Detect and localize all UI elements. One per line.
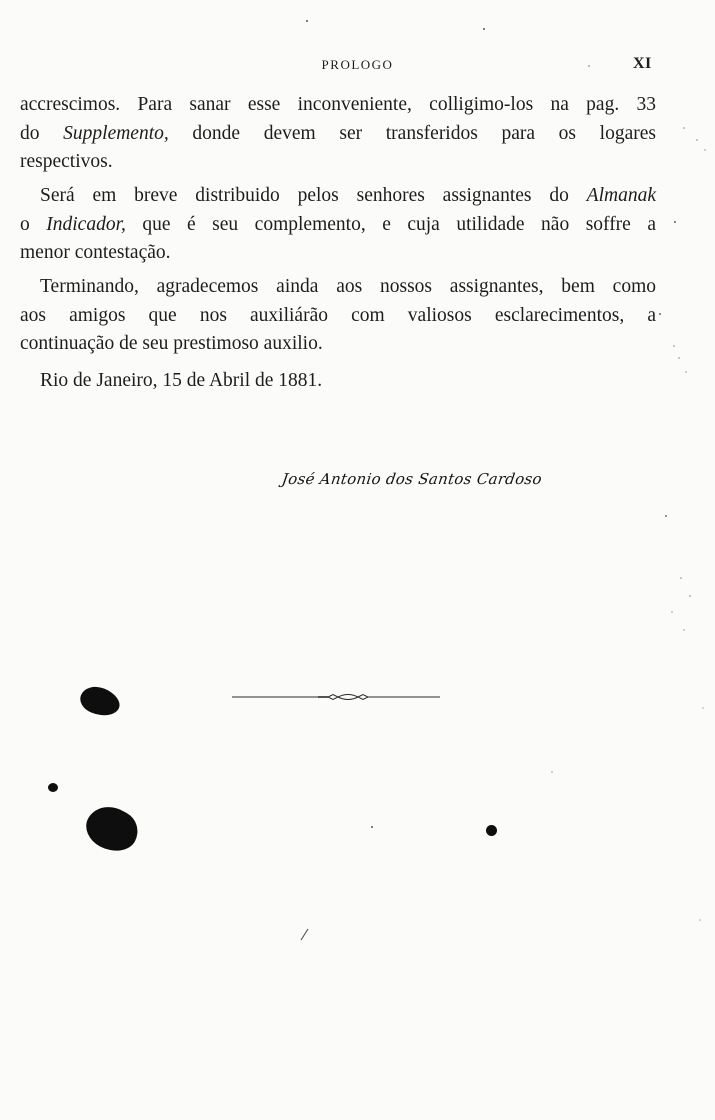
running-header-title: PROLOGO — [321, 57, 394, 72]
text-span: Será em breve distribuido pelos senhores assignantes do — [40, 185, 587, 206]
ornamental-rule — [232, 690, 440, 704]
ink-blot — [486, 825, 497, 836]
ink-blot — [76, 681, 123, 721]
paragraph-1-line-2 — [20, 124, 656, 144]
paragraph-2-line-1 — [40, 186, 656, 206]
text-span: o — [20, 214, 47, 235]
ink-blot — [79, 798, 145, 859]
paragraph-1-line-3: respectivos. — [20, 151, 113, 172]
page-number: XI — [633, 55, 652, 72]
paragraph-2-line-2 — [20, 215, 656, 235]
italic-title-supplemento: Supplemento, — [63, 123, 169, 144]
paragraph-3-line-2: aos amigos que nos auxiliárão com valiosos esclarecimentos, a — [20, 305, 656, 326]
handwritten-signature: José Antonio dos Santos Cardoso — [280, 470, 544, 488]
ink-blot — [48, 783, 58, 792]
italic-title-indicador: Indicador, — [46, 214, 126, 235]
paragraph-1-line-1: accrescimos. Para sanar esse inconveniente, colligimo-los na pag. 33 — [20, 94, 656, 115]
text-span: que é seu complemento, e cuja utilidade não soffre a — [125, 214, 656, 235]
italic-title-almanak: Almanak — [586, 185, 656, 206]
paragraph-2-line-3: menor contestação. — [20, 242, 171, 263]
text-span: donde devem ser transferidos para os logares — [168, 123, 656, 144]
text-span: do — [20, 123, 64, 144]
paragraph-3-line-3: continuação de seu prestimoso auxilio. — [20, 333, 323, 354]
paragraph-3-line-1: Terminando, agradecemos ainda aos nossos assignantes, bem como — [40, 276, 656, 297]
dateline: Rio de Janeiro, 15 de Abril de 1881. — [40, 370, 323, 391]
